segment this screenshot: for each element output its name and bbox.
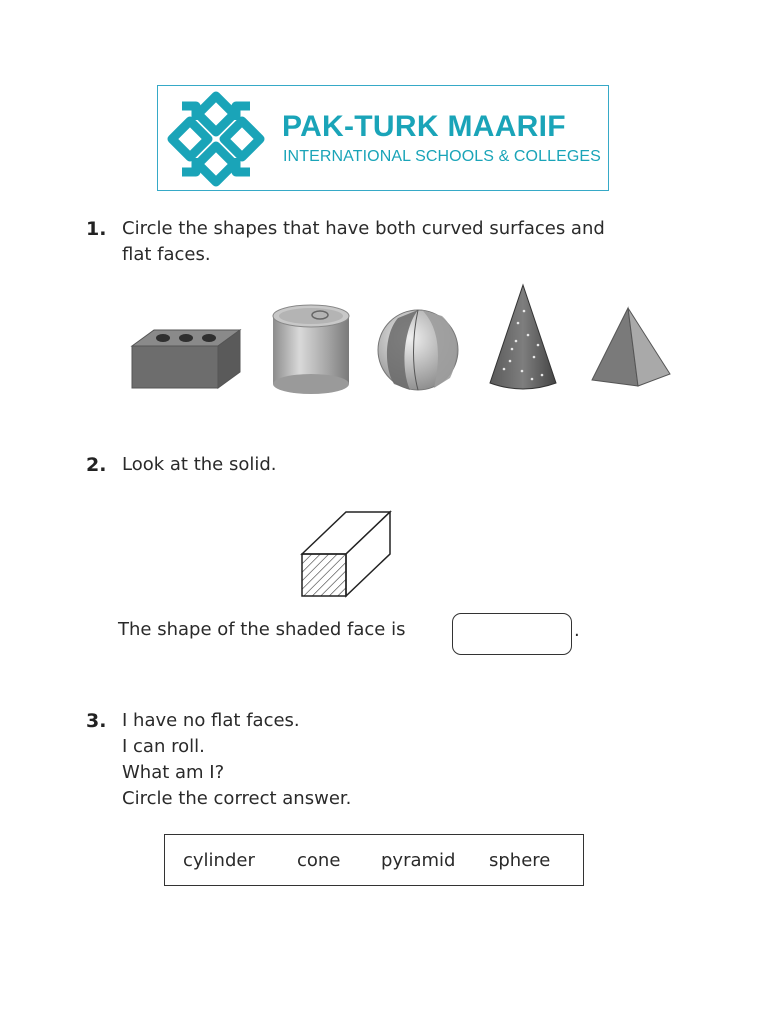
cylinder-can-icon[interactable]: [270, 302, 352, 396]
question-3-line-4: Circle the correct answer.: [122, 788, 352, 809]
shaded-square-face: [302, 554, 346, 596]
question-3-text: [122, 708, 351, 812]
question-1-line-2: flat faces.: [122, 244, 211, 265]
logo-subtitle: INTERNATIONAL SCHOOLS & COLLEGES: [283, 148, 601, 165]
question-2-text: [122, 452, 277, 478]
cone-icon[interactable]: [488, 283, 558, 393]
question-3-line-3: What am I?: [122, 762, 225, 783]
answer-options-box: [164, 834, 584, 886]
school-logo: [157, 85, 609, 191]
snowflake-emblem-icon: [160, 88, 272, 190]
option-pyramid[interactable]: pyramid: [381, 850, 456, 871]
sphere-ball-icon[interactable]: [376, 308, 460, 392]
question-2-suffix: .: [574, 620, 580, 641]
brick-icon[interactable]: [130, 324, 242, 392]
answer-input-box[interactable]: [452, 613, 572, 655]
question-3-line-1: I have no flat faces.: [122, 710, 300, 731]
question-3-line-2: I can roll.: [122, 736, 205, 757]
question-2-number: 2.: [86, 454, 107, 476]
logo-title: PAK-TURK MAARIF: [282, 110, 566, 143]
question-1-line-1: Circle the shapes that have both curved surfaces and: [122, 218, 605, 239]
question-1-text: [122, 216, 605, 268]
question-1-number: 1.: [86, 218, 107, 240]
option-cylinder[interactable]: cylinder: [183, 850, 255, 871]
question-2-line-1: Look at the solid.: [122, 454, 277, 475]
rectangular-prism-diagram: [298, 508, 394, 598]
pyramid-icon[interactable]: [588, 306, 672, 390]
question-2-prompt: The shape of the shaded face is: [118, 619, 406, 640]
option-sphere[interactable]: sphere: [489, 850, 551, 871]
question-3-number: 3.: [86, 710, 107, 732]
option-cone[interactable]: cone: [297, 850, 341, 871]
